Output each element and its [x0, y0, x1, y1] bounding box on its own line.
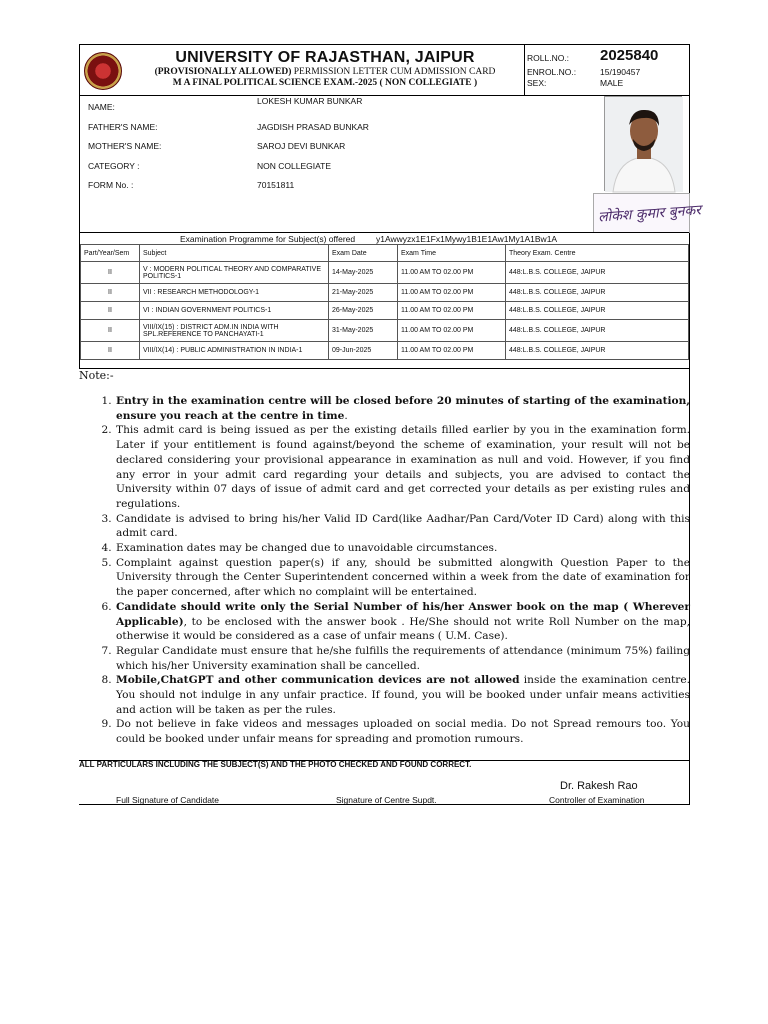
verification-statement: ALL PARTICULARS INCLUDING THE SUBJECT(S) AND THE PHOTO CHECKED AND FOUND CORRECT.: [79, 760, 472, 769]
note-item: [115, 512, 690, 541]
cell-date: 21-May-2025: [329, 284, 398, 302]
note-emphasis: Candidate should write only the Serial Number of his/her Answer book on the map ( Wherever Applicable): [116, 600, 690, 628]
form-label: FORM No. :: [88, 180, 134, 190]
university-name: UNIVERSITY OF RAJASTHAN, JAIPUR: [175, 49, 475, 66]
note-item: [115, 644, 690, 673]
university-logo-icon: [84, 52, 122, 90]
name-label: NAME:: [88, 102, 115, 112]
col-date: Exam Date: [329, 245, 398, 262]
cell-subject: VIII/IX(15) : DISTRICT ADM.IN INDIA WITH SPL.REFERENCE TO PANCHAYATI-1: [140, 320, 329, 342]
note-heading: Note:-: [79, 369, 114, 382]
table-header-row: [81, 245, 689, 262]
roll-label: ROLL.NO.:: [527, 53, 570, 63]
cell-centre: 448:L.B.S. COLLEGE, JAIPUR: [506, 320, 689, 342]
cell-part: II: [81, 262, 140, 284]
centre-signature-label: Signature of Centre Supdt.: [336, 795, 437, 805]
provisional-tag: (PROVISIONALLY ALLOWED): [154, 67, 292, 77]
cell-time: 11.00 AM TO 02.00 PM: [398, 262, 506, 284]
cell-part: II: [81, 320, 140, 342]
table-row: [81, 320, 689, 342]
roll-number: 2025840: [600, 47, 659, 64]
note-item: [115, 394, 690, 423]
person-photo-icon: [605, 97, 683, 192]
col-part: Part/Year/Sem: [81, 245, 140, 262]
candidate-signature-label: Full Signature of Candidate: [116, 795, 220, 805]
note-item: [115, 423, 690, 511]
controller-signature-label: Controller of Examination: [549, 795, 645, 805]
controller-name: Dr. Rakesh Rao: [560, 780, 638, 792]
candidate-signature-image: [593, 193, 702, 233]
cell-subject: VII : RESEARCH METHODOLOGY-1: [140, 284, 329, 302]
cell-centre: 448:L.B.S. COLLEGE, JAIPUR: [506, 262, 689, 284]
note-emphasis: Entry in the examination centre will be closed before 20 minutes of starting of the examination, ensure you reach at the centre in time: [116, 395, 690, 422]
header-divider: [524, 45, 525, 95]
table-body: [81, 262, 689, 360]
table-row: [81, 302, 689, 320]
note-text: Examination dates may be changed due to unavoidable circumstances.: [116, 542, 498, 555]
notes-list: [79, 394, 690, 747]
note-text: inside the examination centre. You should not indulge in any unfair practice. If found, you will be booked under unfair means activities and action will be taken as per the rules.: [116, 674, 690, 716]
form-value: 70151811: [257, 180, 295, 190]
cell-subject: V : MODERN POLITICAL THEORY AND COMPARATIVE POLITICS-1: [140, 262, 329, 284]
category-value: NON COLLEGIATE: [257, 161, 331, 171]
exam-schedule-table: [80, 244, 689, 360]
sex-value: MALE: [600, 78, 624, 88]
category-label: CATEGORY :: [88, 161, 140, 171]
cell-centre: 448:L.B.S. COLLEGE, JAIPUR: [506, 302, 689, 320]
note-item: [115, 541, 690, 556]
cell-part: II: [81, 284, 140, 302]
card-header: [80, 45, 689, 96]
name-value: LOKESH KUMAR BUNKAR: [257, 96, 363, 106]
cell-date: 31-May-2025: [329, 320, 398, 342]
mother-value: SAROJ DEVI BUNKAR: [257, 141, 346, 151]
note-item: [115, 673, 690, 717]
enrol-number: 15/190457: [600, 67, 641, 77]
cell-date: 09-Jun-2025: [329, 342, 398, 360]
note-text: .: [344, 409, 348, 422]
col-subject: Subject: [140, 245, 329, 262]
programme-title: Examination Programme for Subject(s) offered: [180, 234, 356, 244]
cell-time: 11.00 AM TO 02.00 PM: [398, 284, 506, 302]
note-text: Do not believe in fake videos and messages uploaded on social media. Do not Spread remours too. You could be booked under unfair means for spreading and promotion rumours.: [116, 718, 690, 746]
note-text: Regular Candidate must ensure that he/she fulfills the requirements of attendance (minimum 75%) failing which his/her University examination shall be cancelled.: [116, 644, 690, 672]
note-text: Complaint against question paper(s) if any, should be submitted alongwith Question Paper to the University through the Center Superintendent concerned within a week from the date of examination for the paper concerned, after which no complaint will be entertained.: [116, 556, 690, 599]
note-item: [115, 556, 690, 600]
note-emphasis: Mobile,ChatGPT and other communication devices are not allowed: [116, 674, 520, 687]
enrol-label: ENROL.NO.:: [527, 67, 577, 77]
sex-label: SEX:: [527, 78, 547, 88]
note-item: [115, 600, 690, 644]
father-label: FATHER'S NAME:: [88, 122, 158, 132]
cell-centre: 448:L.B.S. COLLEGE, JAIPUR: [506, 284, 689, 302]
cell-date: 14-May-2025: [329, 262, 398, 284]
cell-part: II: [81, 342, 140, 360]
signature-script: लोकेश कुमार बुनकर: [597, 202, 702, 226]
card-type: PERMISSION LETTER CUM ADMISSION CARD: [291, 67, 496, 77]
exam-title: M A FINAL POLITICAL SCIENCE EXAM.-2025 ( NON COLLEGIATE ): [172, 78, 478, 88]
cell-centre: 448:L.B.S. COLLEGE, JAIPUR: [506, 342, 689, 360]
programme-code: y1Awwyzx1E1Fx1Mywy1B1E1Aw1My1A1Bw1A: [376, 234, 558, 244]
note-text: Candidate is advised to bring his/her Valid ID Card(like Aadhar/Pan Card/Voter ID Card) along with this admit card.: [116, 512, 690, 540]
admit-card: [79, 44, 702, 369]
table-row: [81, 284, 689, 302]
cell-time: 11.00 AM TO 02.00 PM: [398, 342, 506, 360]
cell-time: 11.00 AM TO 02.00 PM: [398, 320, 506, 342]
father-value: JAGDISH PRASAD BUNKAR: [257, 122, 369, 132]
col-time: Exam Time: [398, 245, 506, 262]
table-row: [81, 342, 689, 360]
cell-date: 26-May-2025: [329, 302, 398, 320]
candidate-photo: [604, 96, 682, 191]
cell-subject: VIII/IX(14) : PUBLIC ADMINISTRATION IN INDIA-1: [140, 342, 329, 360]
cell-subject: VI : INDIAN GOVERNMENT POLITICS-1: [140, 302, 329, 320]
cell-time: 11.00 AM TO 02.00 PM: [398, 302, 506, 320]
mother-label: MOTHER'S NAME:: [88, 141, 162, 151]
note-text: This admit card is being issued as per the existing details filled earlier by you in the examination form. Later if your entitlement is found against/beyond the scheme of examination, your result will not be declared considering your provisional appearance in examination as null and void. However, if you find any error in your admit card regarding your details and subjects, you are advised to contact the University within 07 days of issue of admit card and get corrected your details as per existing rules and regulations.: [116, 424, 690, 510]
card-subtitle: [140, 67, 510, 77]
note-text: , to be enclosed with the answer book . He/She should not write Roll Number on the map, otherwise it would be considered as a case of unfair means ( U.M. Case).: [116, 615, 690, 643]
cell-part: II: [81, 302, 140, 320]
table-row: [81, 262, 689, 284]
col-centre: Theory Exam. Centre: [506, 245, 689, 262]
note-item: [115, 717, 690, 746]
